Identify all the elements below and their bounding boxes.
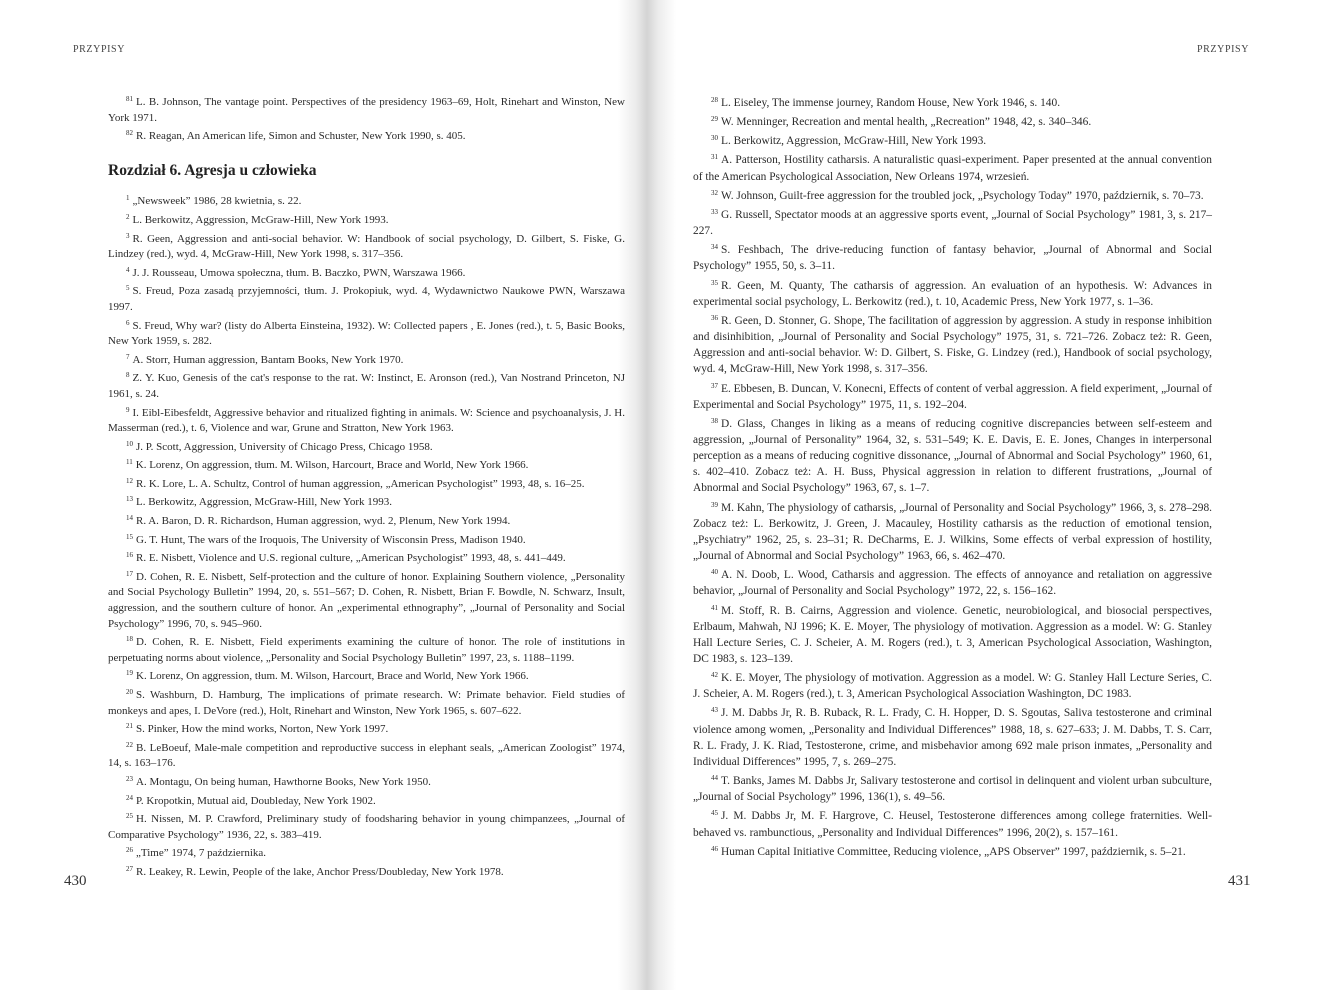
footnote-text: M. Stoff, R. B. Cairns, Aggression and violence. Genetic, neurobiological, and biosocial perspectives, Erlbaum, Mahwah, NJ 1996; K. E. Moyer, The physiology of motivation. Aggression as a model. W: G. Stanley Hall Lecture Series, C. J. Scheier, A. M. Rogers (red.), t. 3, American Psychological Association, Washington, DC 1983, s. 123–139.	[693, 604, 1212, 665]
footnote-number: 33	[711, 207, 718, 216]
footnote-number: 16	[126, 551, 133, 560]
footnote-number: 15	[126, 532, 133, 541]
footnote-number: 6	[126, 318, 130, 327]
section-title: Rozdział 6. Agresja u człowieka	[108, 161, 317, 179]
footnote-text: J. M. Dabbs Jr, R. B. Ruback, R. L. Frady, C. H. Hopper, D. S. Sgoutas, Saliva testosterone and criminal violence among women, „Personality and Individual Differences” 1988, 18, s. 627–633; J. M. Dabbs, T. S. Carr, R. L. Frady, J. K. Riad, Testosterone, crime, and misbehavior among 692 male prison inmates, „Personality and Individual Differences” 1995, 7, s. 269–275.	[693, 707, 1212, 768]
footnote	[693, 413, 1212, 497]
footnote	[693, 378, 1212, 413]
footnote	[108, 530, 625, 549]
footnote-text: Human Capital Initiative Committee, Reducing violence, „APS Observer” 1997, październik, s. 5–21.	[721, 845, 1186, 858]
footnote-number: 43	[711, 706, 718, 715]
footnote	[108, 455, 625, 474]
footnote	[108, 791, 625, 810]
footnote-text: A. Montagu, On being human, Hawthorne Books, New York 1950.	[136, 775, 431, 788]
left-page-notes	[108, 92, 625, 881]
footnote-number: 21	[126, 722, 133, 731]
footnote-number: 42	[711, 671, 718, 680]
footnote	[108, 263, 625, 282]
footnote	[108, 809, 625, 843]
footnote-text: K. Lorenz, On aggression, tłum. M. Wilson, Harcourt, Brace and World, New York 1966.	[136, 670, 529, 683]
footnote-number: 7	[126, 352, 130, 361]
footnote-text: R. Geen, M. Quanty, The catharsis of aggression. An evaluation of an hypothesis. W: Advances in experimental social psychology, L. Berkowitz (red.), t. 10, Academic Press, New York 1977, s. 1–36.	[693, 279, 1212, 308]
footnote-text: G. Russell, Spectator moods at an aggressive sports event, „Journal of Social Psychology” 1981, 3, s. 217–227.	[693, 208, 1212, 238]
footnote	[693, 185, 1212, 204]
footnote	[108, 474, 625, 493]
footnote-text: R. Geen, D. Stonner, G. Shope, The facilitation of aggression by aggression. A study in response inhibition and disinhibition, „Journal of Personality and Social Psychology” 1975, 31, s. 721–726. Zobacz też: R. Geen, Aggression and anti-social behavior. W: D. Gilbert, S. Fiske, G. Lindzey (red.), Handbook of social psychology, wyd. 4, McGraw-Hill, New York 1998, s. 317–356.	[693, 314, 1212, 376]
footnote-number: 10	[126, 439, 133, 448]
right-running-header: PRZYPISY	[1197, 44, 1250, 55]
footnote-number: 19	[126, 669, 133, 678]
footnote	[108, 548, 625, 567]
footnote-number: 34	[711, 243, 718, 252]
footnote	[693, 111, 1212, 130]
footnote-text: S. Feshbach, The drive-reducing function of fantasy behavior, „Journal of Abnormal and Social Psychology” 1955, 50, s. 3–11.	[693, 244, 1212, 273]
footnote-number: 41	[711, 603, 718, 612]
footnote-number: 4	[126, 265, 130, 274]
footnote	[108, 126, 625, 145]
footnote-text: W. Johnson, Guilt-free aggression for the troubled jock, „Psychology Today” 1970, październik, s. 70–73.	[721, 189, 1204, 202]
footnote-number: 45	[711, 809, 718, 818]
footnote-number: 31	[711, 153, 718, 162]
footnote-text: R. A. Baron, D. R. Richardson, Human aggression, wyd. 2, Plenum, New York 1994.	[136, 515, 511, 528]
chapter-notes-continued	[693, 92, 1212, 860]
footnote	[108, 92, 625, 126]
footnote-text: G. T. Hunt, The wars of the Iroquois, The University of Wisconsin Press, Madison 1940.	[136, 533, 526, 546]
footnote-number: 3	[126, 231, 130, 240]
footnote-text: L. B. Johnson, The vantage point. Perspectives of the presidency 1963–69, Holt, Rinehart and Winston, New York 1971.	[108, 96, 625, 124]
footnote-number: 17	[126, 569, 133, 578]
footnote-number: 30	[711, 134, 718, 143]
footnote	[108, 719, 625, 738]
footnote-text: R. Geen, Aggression and anti-social behavior. W: Handbook of social psychology, D. Gilbert, S. Fiske, G. Lindzey (red.), wyd. 4, McGraw-Hill, New York 1998, s. 317–356.	[108, 232, 625, 261]
footnote	[108, 843, 625, 862]
footnote-text: S. Washburn, D. Hamburg, The implications of primate research. W: Primate behavior. Field studies of monkeys and apes, I. DeVore (red.), Holt, Rinehart and Winston, New York 1965, s. 607–622.	[108, 689, 625, 717]
footnote-text: A. Patterson, Hostility catharsis. A naturalistic quasi-experiment. Paper presented at the annual convention of the American Psychological Association, New Orleans 1974, wrzesień.	[693, 154, 1212, 183]
left-page-number: 430	[64, 873, 87, 889]
footnote	[693, 149, 1212, 184]
chapter-notes	[108, 191, 625, 880]
footnote-text: D. Cohen, R. E. Nisbett, Self-protection and the culture of honor. Explaining Southern violence, „Personality and Social Psychology Bulletin” 1994, 20, s. 551–567; D. Cohen, R. Nisbett, Brian F. Bowdle, N. Schwarz, Insult, aggression, and the southern culture of honor. An „experimental ethnography”, „Journal of Personality and Social Psychology” 1996, 70, s. 945–960.	[108, 570, 625, 630]
footnote	[693, 564, 1212, 599]
footnote	[108, 403, 625, 437]
footnote	[108, 567, 625, 632]
footnote-number: 40	[711, 568, 718, 577]
footnote-number: 38	[711, 416, 718, 425]
footnote	[693, 667, 1212, 702]
footnote-number: 14	[126, 514, 133, 523]
footnote	[108, 281, 625, 315]
footnote-number: 12	[126, 476, 133, 485]
footnote	[693, 841, 1212, 860]
footnote-number: 82	[126, 129, 133, 138]
footnote-text: S. Freud, Why war? (listy do Alberta Einsteina, 1932). W: Collected papers , E. Jones (red.), t. 5, Basic Books, New York 1959, s. 282.	[108, 319, 625, 348]
footnote-text: M. Kahn, The physiology of catharsis, „Journal of Personality and Social Psychology” 1966, 3, s. 278–298. Zobacz też: L. Berkowitz, J. Green, J. Macauley, Hostility catharsis as the reduction of emotional tension, „Psychiatry” 1962, 25, s. 23–31; R. DeCharms, E. J. Wilkins, Some effects of verbal expression of hostility, „Journal of Abnormal and Social Psychology” 1963, 66, s. 462–470.	[693, 501, 1212, 563]
footnote-number: 23	[126, 774, 133, 783]
footnote-number: 13	[126, 495, 133, 504]
footnote	[108, 316, 625, 350]
footnote-text: E. Ebbesen, B. Duncan, V. Konecni, Effects of content of verbal aggression. A field experiment, „Journal of Experimental and Social Psychology” 1975, 11, s. 192–204.	[693, 382, 1212, 411]
footnote-text: L. Berkowitz, Aggression, McGraw-Hill, New York 1993.	[132, 213, 389, 226]
footnote-text: D. Glass, Changes in liking as a means of reducing cognitive discrepancies between self-esteem and aggression, „Journal of Personality” 1964, 32, s. 531–549; K. E. Davis, E. E. Jones, Changes in interpersonal perception as a means of reducing cognitive dissonance, „Journal of Abnormal and Social Psychology” 1960, 61, s. 402–410. Zobacz też: A. H. Buss, Physical aggression in relation to different frustrations, „Journal of Abnormal and Social Psychology” 1963, 67, s. 1–7.	[693, 417, 1212, 495]
footnote	[693, 204, 1212, 239]
footnote-number: 29	[711, 115, 718, 124]
footnote-text: L. Berkowitz, Aggression, McGraw-Hill, New York 1993.	[136, 496, 393, 509]
footnote	[108, 666, 625, 685]
footnote	[108, 437, 625, 456]
footnote	[693, 130, 1212, 149]
footnote	[108, 350, 625, 369]
footnote-text: Z. Y. Kuo, Genesis of the cat's response to the rat. W: Instinct, E. Aronson (red.), Van Nostrand Princeton, NJ 1961, s. 24.	[108, 372, 625, 400]
footnote-number: 28	[711, 96, 718, 104]
footnote-number: 1	[126, 194, 130, 203]
footnote-text: T. Banks, James M. Dabbs Jr, Salivary testosterone and cortisol in delinquent and violent urban subculture, „Journal of Social Psychology” 1996, 136(1), s. 49–56.	[693, 775, 1212, 804]
footnote-number: 2	[126, 212, 130, 221]
book-gutter	[618, 0, 676, 990]
footnote-text: R. K. Lore, L. A. Schultz, Control of human aggression, „American Psychologist” 1993, 48, s. 16–25.	[136, 477, 585, 490]
footnote-number: 5	[126, 284, 130, 293]
footnote-number: 37	[711, 381, 718, 390]
footnote-text: D. Cohen, R. E. Nisbett, Field experiments examining the culture of honor. The role of institutions in perpetuating norms about violence, „Personality and Social Psychology Bulletin” 1997, 23, s. 1188–1199.	[108, 636, 625, 664]
footnote	[108, 511, 625, 530]
footnote	[693, 805, 1212, 840]
prior-chapter-notes	[108, 92, 625, 145]
footnote	[693, 702, 1212, 770]
footnote-text: S. Pinker, How the mind works, Norton, New York 1997.	[136, 723, 389, 736]
footnote-text: J. P. Scott, Aggression, University of Chicago Press, Chicago 1958.	[136, 440, 433, 453]
footnote-text: A. Storr, Human aggression, Bantam Books, New York 1970.	[132, 353, 404, 366]
right-page-number: 431	[1228, 873, 1251, 889]
footnote-text: W. Menninger, Recreation and mental health, „Recreation” 1948, 42, s. 340–346.	[721, 116, 1092, 129]
footnote	[108, 229, 625, 263]
footnote-text: R. Reagan, An American life, Simon and Schuster, New York 1990, s. 405.	[136, 130, 466, 143]
footnote	[693, 92, 1212, 111]
footnote	[693, 310, 1212, 378]
footnote	[108, 210, 625, 229]
footnote-text: L. Eiseley, The immense journey, Random House, New York 1946, s. 140.	[721, 97, 1061, 109]
footnote-text: K. E. Moyer, The physiology of motivation. Aggression as a model. W: G. Stanley Hall Lecture Series, C. J. Scheier, A. M. Rogers (red.), t. 3, American Psychological Association Washington, DC 1983.	[693, 672, 1212, 701]
footnote-text: S. Freud, Poza zasadą przyjemności, tłum. J. Prokopiuk, wyd. 4, Wydawnictwo Naukowe PWN, Warszawa 1997.	[108, 285, 625, 313]
footnote-number: 26	[126, 846, 133, 855]
footnote	[108, 191, 625, 210]
footnote-text: R. Leakey, R. Lewin, People of the lake, Anchor Press/Doubleday, New York 1978.	[136, 865, 504, 878]
footnote-text: P. Kropotkin, Mutual aid, Doubleday, New York 1902.	[136, 794, 376, 807]
footnote-number: 24	[126, 793, 133, 802]
footnote	[108, 738, 625, 772]
footnote-number: 27	[126, 864, 133, 873]
footnote-text: „Time” 1974, 7 października.	[136, 847, 267, 860]
footnote	[108, 862, 625, 881]
footnote	[108, 492, 625, 511]
footnote-number: 36	[711, 313, 718, 322]
footnote-number: 8	[126, 371, 130, 380]
footnote-text: L. Berkowitz, Aggression, McGraw-Hill, New York 1993.	[721, 135, 987, 148]
footnote-number: 39	[711, 500, 718, 509]
footnote-number: 44	[711, 774, 718, 783]
footnote-text: J. J. Rousseau, Umowa społeczna, tłum. B. Baczko, PWN, Warszawa 1966.	[132, 266, 466, 279]
footnote-number: 25	[126, 812, 133, 821]
footnote-number: 46	[711, 844, 718, 853]
right-page-notes	[693, 92, 1212, 860]
footnote	[693, 497, 1212, 565]
footnote-number: 18	[126, 635, 133, 644]
footnote	[693, 600, 1212, 668]
footnote	[693, 770, 1212, 805]
footnote-text: „Newsweek” 1986, 28 kwietnia, s. 22.	[132, 195, 302, 208]
footnote	[693, 239, 1212, 274]
footnote	[693, 275, 1212, 310]
footnote-text: R. E. Nisbett, Violence and U.S. regional culture, „American Psychologist” 1993, 48, s. 441–449.	[136, 552, 566, 565]
footnote-text: H. Nissen, M. P. Crawford, Preliminary study of foodsharing behavior in young chimpanzees, „Journal of Comparative Psychology” 1936, 22, s. 383–419.	[108, 813, 625, 841]
footnote-number: 22	[126, 740, 133, 749]
footnote-text: K. Lorenz, On aggression, tłum. M. Wilson, Harcourt, Brace and World, New York 1966.	[135, 459, 529, 472]
footnote	[108, 632, 625, 666]
footnote-text: I. Eibl-Eibesfeldt, Aggressive behavior and ritualized fighting in animals. W: Science and psychoanalysis, J. H. Masserman (red.), t. 6, Violence and war, Grune and Stratton, New York 1963.	[108, 406, 625, 435]
footnote-number: 81	[126, 95, 133, 103]
footnote	[108, 772, 625, 791]
footnote-number: 11	[126, 458, 133, 467]
footnote-number: 20	[126, 688, 133, 696]
footnote-text: J. M. Dabbs Jr, M. F. Hargrove, C. Heusel, Testosterone differences among college fraternities. Well-behaved vs. rambunctious, „Personality and Individual Differences” 1996, 20(2), s. 157–161.	[693, 810, 1212, 839]
footnote-text: B. LeBoeuf, Male-male competition and reproductive success in elephant seals, „American Zoologist” 1974, 14, s. 163–176.	[108, 741, 625, 770]
left-running-header: PRZYPISY	[73, 44, 126, 55]
footnote	[108, 685, 625, 719]
footnote-number: 9	[126, 405, 130, 414]
footnote-number: 32	[711, 188, 718, 197]
footnote-text: A. N. Doob, L. Wood, Catharsis and aggression. The effects of annoyance and retaliation on aggressive behavior, „Journal of Personality and Social Psychology” 1972, 22, s. 156–162.	[693, 569, 1212, 598]
footnote-number: 35	[711, 278, 718, 287]
footnote	[108, 368, 625, 402]
